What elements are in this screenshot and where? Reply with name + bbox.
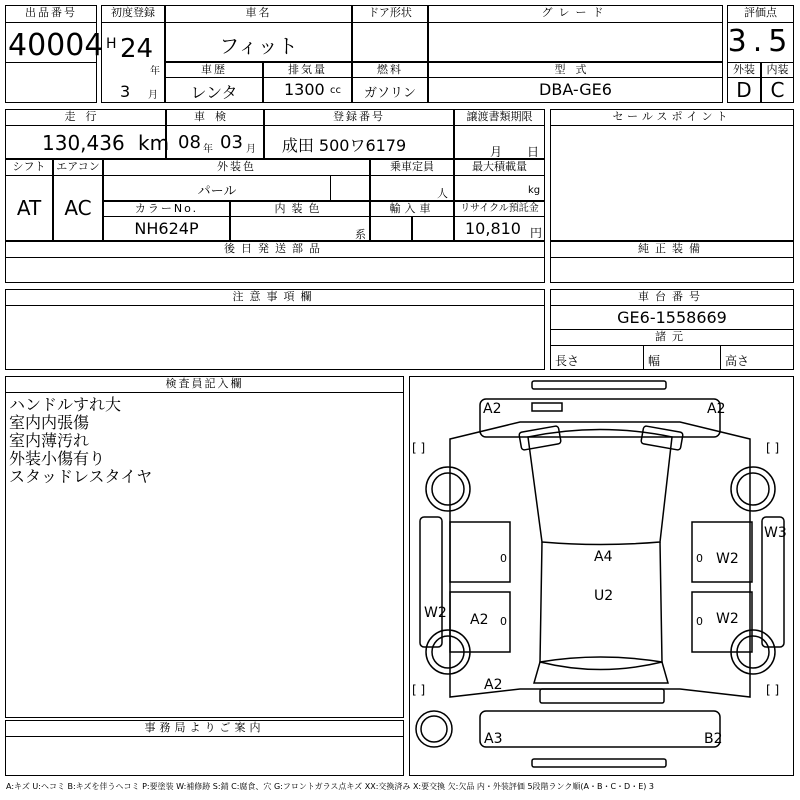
- damage-diagram: [409, 376, 794, 776]
- lot-no-label: 出品番号: [5, 5, 97, 23]
- ext-color-sub: [330, 175, 370, 201]
- era: H: [106, 36, 117, 52]
- model: DBA-GE6: [539, 80, 612, 99]
- insp-month-unit: 月: [246, 144, 256, 155]
- plate-label: 登録番号: [264, 109, 454, 126]
- mark-zero: 0: [696, 615, 703, 628]
- later-parts-cell: [5, 257, 545, 283]
- model-label: 型式: [428, 62, 723, 78]
- mark-floor: U2: [594, 588, 614, 604]
- door-cell: [352, 22, 428, 62]
- shift: AT: [16, 196, 42, 220]
- capacity-label: 乗車定員: [370, 159, 454, 176]
- genuine-cell: [550, 257, 794, 283]
- recycle: 10,810: [465, 219, 521, 238]
- mark-front-left: A2: [483, 401, 502, 417]
- displacement-unit: cc: [330, 85, 341, 96]
- car-name: フィット: [219, 34, 298, 58]
- bracket-mark: [ ]: [412, 683, 426, 697]
- mark-right-door1: W2: [716, 551, 739, 567]
- import-label: 輸入車: [370, 201, 454, 217]
- bracket-mark: [ ]: [766, 441, 780, 455]
- mileage-label: 走行: [5, 109, 166, 126]
- first-reg-label: 初度登録: [101, 5, 165, 23]
- import-cell-a: [370, 216, 412, 241]
- plate: 成田 500ワ6179: [281, 136, 407, 155]
- color-no: NH624P: [134, 219, 199, 238]
- inspector-note: スタッドレスタイヤ: [9, 467, 153, 486]
- int-color-unit: 系: [355, 228, 366, 241]
- recycle-label: リサイクル預託金: [454, 201, 545, 217]
- transfer-month-unit: 月: [490, 145, 503, 159]
- ext-score: D: [736, 78, 752, 102]
- length-label: 長さ: [555, 354, 580, 368]
- later-parts-label: 後日発送部品: [5, 241, 545, 258]
- mark-zero: 0: [500, 615, 507, 628]
- ext-score-label: 外装: [727, 62, 761, 78]
- grade-cell: [428, 22, 723, 62]
- int-score: C: [770, 78, 785, 102]
- inspector-label: 検査員記入欄: [5, 376, 404, 393]
- mark-zero: 0: [696, 552, 703, 565]
- mark-right-front: W3: [764, 525, 787, 541]
- reg-year: 24: [120, 34, 154, 64]
- car-outline: [410, 377, 793, 775]
- score: 3.5: [727, 24, 794, 59]
- ac-label: エアコン: [53, 159, 103, 176]
- month-unit: 月: [148, 90, 158, 101]
- bracket-mark: [ ]: [412, 441, 426, 455]
- height-label: 高さ: [725, 354, 750, 368]
- specs-label: 諸元: [550, 329, 794, 346]
- mark-left-rear: A2: [470, 612, 489, 628]
- sales-point-cell: [550, 125, 794, 241]
- inspector-note: 室内内張傷: [9, 413, 90, 432]
- mark-front-right: A2: [707, 401, 726, 417]
- mark-zero: 0: [500, 552, 507, 565]
- bracket-mark: [ ]: [766, 683, 780, 697]
- notes-cell: [5, 305, 545, 370]
- notes-label: 注意事項欄: [5, 289, 545, 306]
- year-unit: 年: [150, 66, 160, 77]
- mileage-unit: km: [138, 131, 170, 155]
- int-color-label: 内装色: [230, 201, 370, 217]
- color-no-label: カラーNo.: [103, 201, 230, 217]
- mark-rear-left: A3: [484, 731, 503, 747]
- width-label: 幅: [648, 354, 661, 368]
- capacity-unit: 人: [437, 187, 448, 200]
- fuel-label: 燃料: [352, 62, 428, 78]
- reg-month: 3: [120, 82, 131, 101]
- chassis: GE6-1558669: [617, 308, 727, 327]
- max-load-label: 最大積載量: [454, 159, 545, 176]
- office-label: 事務局よりご案内: [5, 720, 404, 737]
- grade-label: グレード: [428, 5, 723, 23]
- sales-point-label: セールスポイント: [550, 109, 794, 126]
- mark-roof: A4: [594, 549, 613, 565]
- ac: AC: [64, 196, 92, 220]
- history-label: 車歴: [165, 62, 263, 78]
- import-cell-b: [412, 216, 454, 241]
- int-score-label: 内装: [761, 62, 794, 78]
- transfer-day-unit: 日: [527, 145, 540, 159]
- recycle-unit: 円: [530, 226, 543, 240]
- displacement-label: 排気量: [263, 62, 352, 78]
- shift-label: シフト: [5, 159, 53, 176]
- genuine-label: 純正装備: [550, 241, 794, 258]
- mark-right-door2: W2: [716, 611, 739, 627]
- fuel: ガソリン: [363, 86, 416, 101]
- mark-left-quarter: A2: [484, 677, 503, 693]
- mark-rear-right: B2: [704, 731, 723, 747]
- inspector-note: 外装小傷有り: [9, 449, 106, 468]
- ext-color: パール: [197, 184, 237, 199]
- insp-year: 08: [178, 132, 201, 153]
- insp-year-unit: 年: [203, 144, 213, 155]
- ext-color-label: 外装色: [103, 159, 370, 176]
- mark-left-door: W2: [424, 605, 447, 621]
- max-load-unit: kg: [528, 185, 541, 196]
- history: レンタ: [190, 83, 238, 102]
- car-name-label: 車名: [165, 5, 352, 23]
- lot-no-sub: [5, 62, 97, 103]
- inspector-notes: [9, 396, 152, 486]
- inspector-note: 室内薄汚れ: [9, 431, 90, 450]
- lot-no: 40004: [8, 28, 104, 63]
- legend: A:キズ U:ヘコミ B:キズを伴うヘコミ P:要塗装 W:補修跡 S:錆 C:腐食、穴 G:フロントガラス点キズ XX:交換済み X:要交換 欠:欠品 内・外装評価 5段階ランク順(A・B・C・D・E) 3: [6, 782, 655, 791]
- displacement: 1300: [284, 80, 325, 99]
- inspector-note: ハンドルすれ大: [9, 395, 122, 414]
- door-label: ドア形状: [352, 5, 428, 23]
- inspection-label: 車検: [166, 109, 264, 126]
- chassis-label: 車台番号: [550, 289, 794, 306]
- office-cell: [5, 736, 404, 776]
- transfer-label: 譲渡書類期限: [454, 109, 545, 126]
- mileage: 130,436: [42, 131, 125, 155]
- score-label: 評価点: [727, 5, 794, 23]
- int-color-cell: [230, 216, 370, 241]
- insp-month: 03: [220, 132, 243, 153]
